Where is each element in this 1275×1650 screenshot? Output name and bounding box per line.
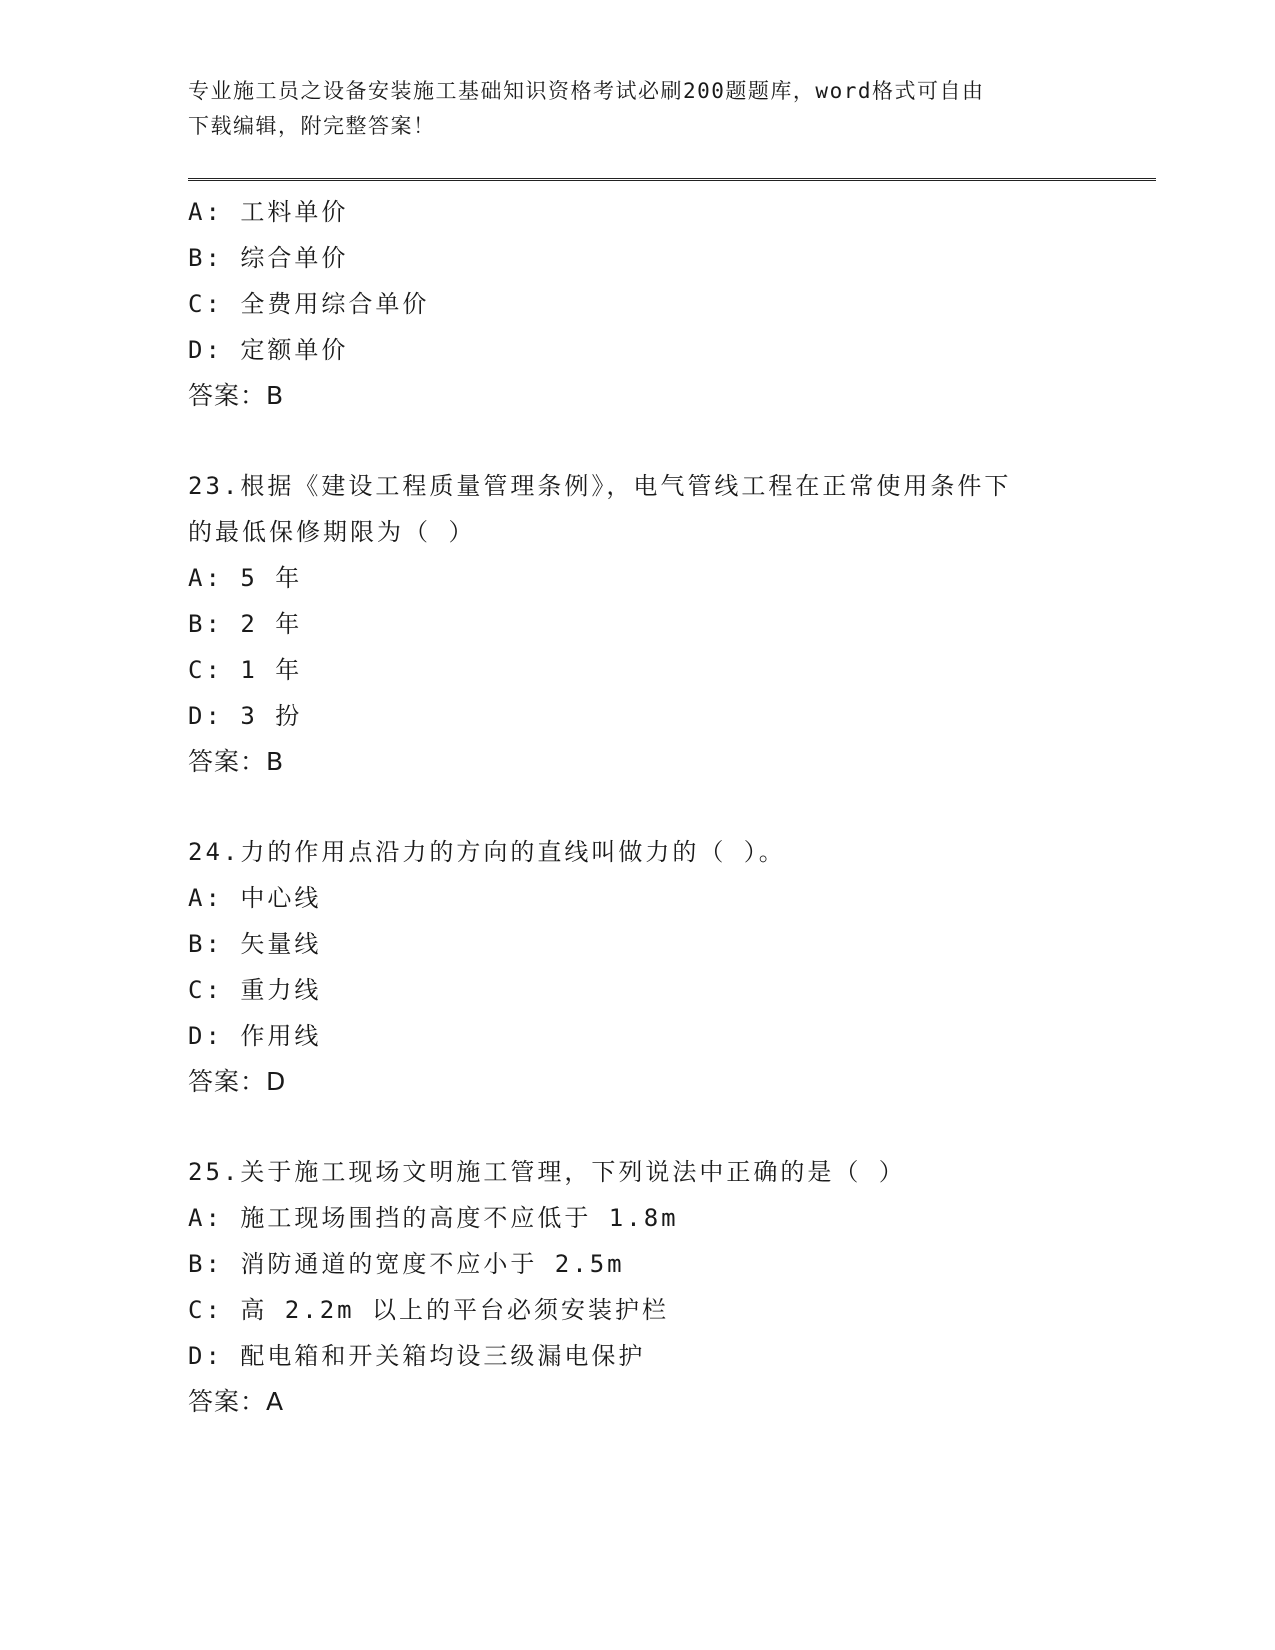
question-23 bbox=[188, 463, 1108, 785]
option-d: D: 3 扮 bbox=[188, 702, 303, 730]
answer: 答案：B bbox=[188, 381, 285, 410]
option-c: C: 1 年 bbox=[188, 656, 303, 684]
question-24 bbox=[188, 829, 1108, 1105]
question-title-line-1: 23.根据《建设工程质量管理条例》，电气管线工程在正常使用条件下 bbox=[188, 472, 1012, 500]
question-25 bbox=[188, 1149, 1108, 1425]
document-header bbox=[188, 74, 1068, 144]
option-b: B: 综合单价 bbox=[188, 244, 349, 272]
option-d: D: 配电箱和开关箱均设三级漏电保护 bbox=[188, 1342, 646, 1370]
option-a: A: 工料单价 bbox=[188, 198, 349, 226]
option-a: A: 中心线 bbox=[188, 884, 322, 912]
option-b: B: 矢量线 bbox=[188, 930, 322, 958]
option-a: A: 施工现场围挡的高度不应低于 1.8m bbox=[188, 1204, 679, 1232]
header-line-1: 专业施工员之设备安装施工基础知识资格考试必刷200题题库，word格式可自由 bbox=[188, 79, 985, 103]
question-title-line-1: 24.力的作用点沿力的方向的直线叫做力的（ ）。 bbox=[188, 838, 786, 866]
option-b: B: 2 年 bbox=[188, 610, 303, 638]
header-line-2: 下载编辑，附完整答案！ bbox=[188, 114, 436, 138]
option-c: C: 高 2.2m 以上的平台必须安装护栏 bbox=[188, 1296, 670, 1324]
answer: 答案：B bbox=[188, 747, 285, 776]
header-divider bbox=[188, 178, 1156, 181]
option-d: D: 定额单价 bbox=[188, 336, 349, 364]
question-spacer bbox=[188, 1105, 1108, 1149]
question-spacer bbox=[188, 419, 1108, 463]
answer: 答案：A bbox=[188, 1387, 285, 1416]
option-d: D: 作用线 bbox=[188, 1022, 322, 1050]
question-spacer bbox=[188, 785, 1108, 829]
question-list bbox=[188, 189, 1108, 1425]
option-c: C: 重力线 bbox=[188, 976, 322, 1004]
option-c: C: 全费用综合单价 bbox=[188, 290, 430, 318]
answer: 答案：D bbox=[188, 1067, 287, 1096]
option-a: A: 5 年 bbox=[188, 564, 303, 592]
question-title-line-2: 的最低保修期限为（ ） bbox=[188, 518, 476, 546]
question-22 bbox=[188, 189, 1108, 419]
option-b: B: 消防通道的宽度不应小于 2.5m bbox=[188, 1250, 625, 1278]
question-title-line-1: 25.关于施工现场文明施工管理，下列说法中正确的是（ ） bbox=[188, 1158, 906, 1186]
